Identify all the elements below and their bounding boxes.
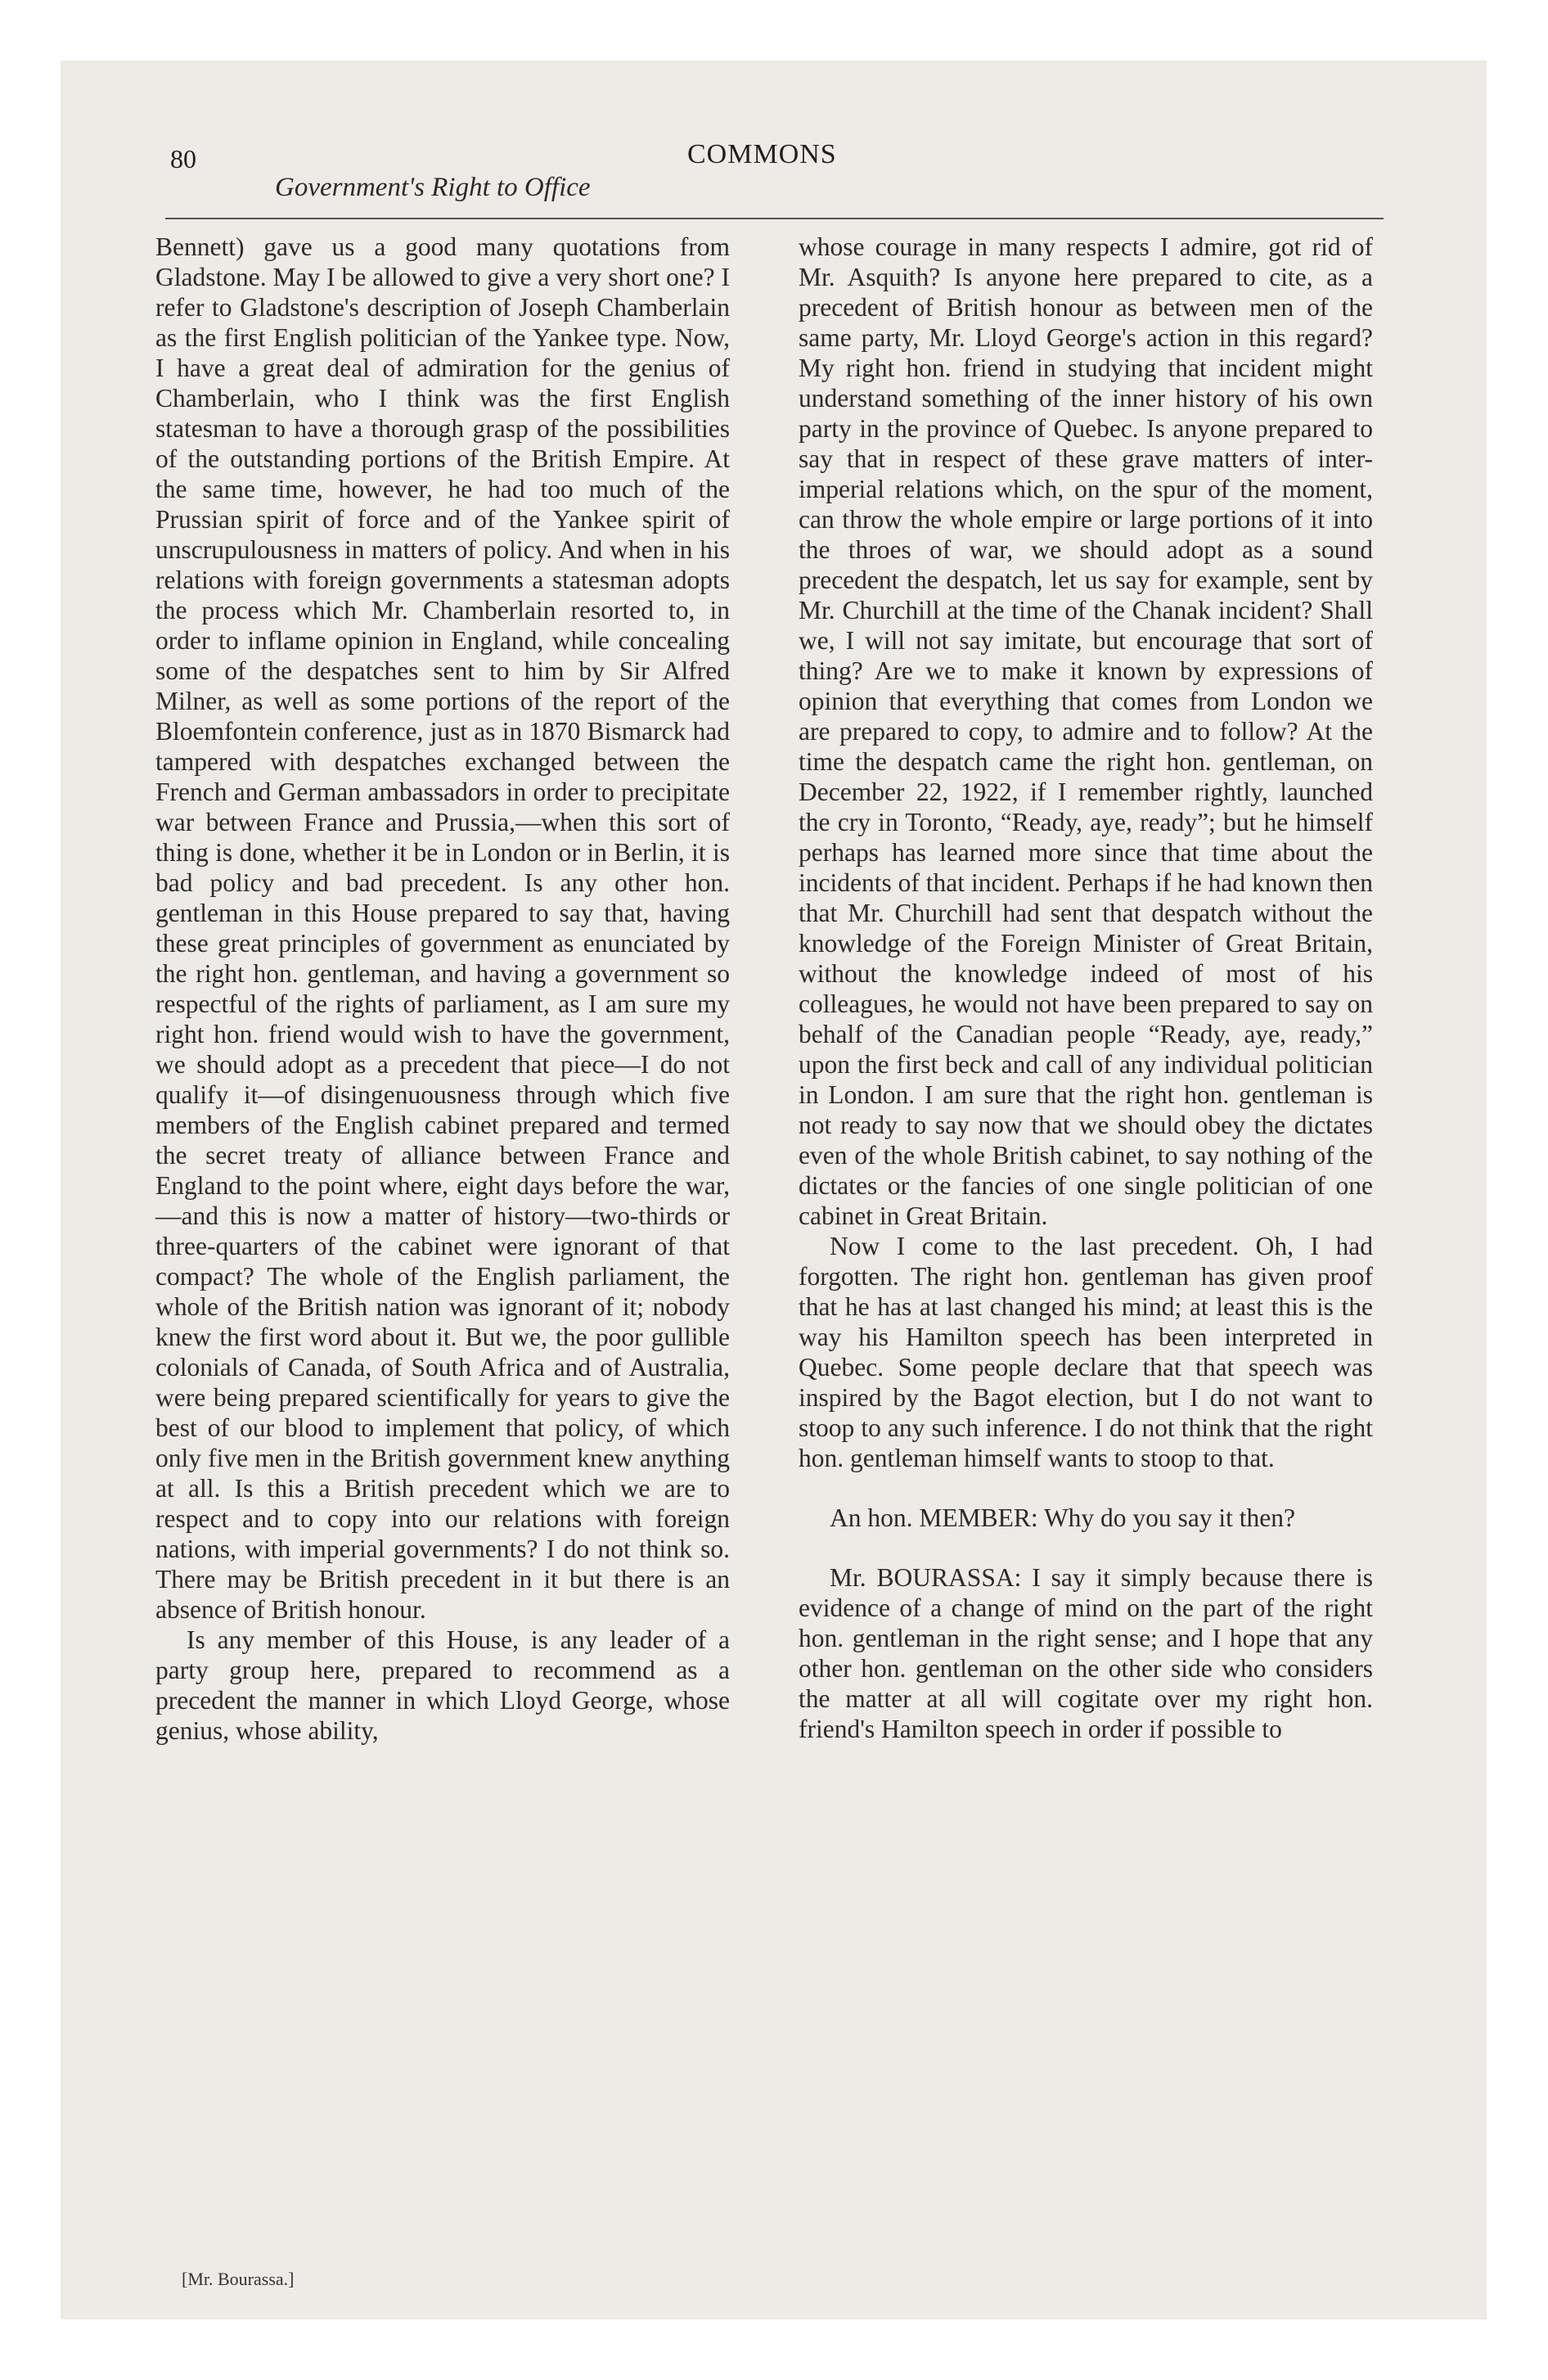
paragraph: Now I come to the last precedent. Oh, I had forgotten. The right hon. gentleman has given proof that he has at last changed his mind; at least this is the way his Hamilton speech has been interpreted in Quebec. Some people declare that that speech was inspired by the Bagot election, but I do not want to stoop to any such inference. I do not think that the right hon. gentleman himself wants to stoop to that. — [799, 1232, 1373, 1472]
running-head: COMMONS — [687, 139, 837, 169]
subject-heading: Government's Right to Office — [275, 173, 591, 202]
header-rule — [165, 218, 1384, 219]
speaker-tag: [Mr. Bourassa.] — [182, 2269, 295, 2289]
page-number: 80 — [170, 144, 196, 174]
paragraph: whose courage in many respects I admire, got rid of Mr. Asquith? Is anyone here prepared to cite, as a precedent of British honour as between men of the same party, Mr. Lloyd George's action in this regard? My right hon. friend in studying that incident might understand something of the inner history of his own party in the province of Quebec. Is anyone prepared to say that in respect of these grave matters of inter-imperial relations which, on the spur of the moment, can throw the whole empire or large portions of it into the throes of war, we should adopt as a sound precedent the despatch, let us say for example, sent by Mr. Churchill at the time of the Chanak incident? Shall we, I will not say imitate, but encourage that sort of thing? Are we to make it known by expressions of opinion that everything that comes from London we are prepared to copy, to admire and to follow? At the time the despatch came the right hon. gentleman, on December 22, 1922, if I remember rightly, launched the cry in Toronto, “Ready, aye, ready”; but he himself perhaps has learned more since that time about the incidents of that incident. Perhaps if he had known then that Mr. Churchill had sent that despatch without the knowledge of the Foreign Minister of Great Britain, without the knowledge indeed of most of his colleagues, he would not have been prepared to say on behalf of the Canadian people “Ready, aye, ready,” upon the first beck and call of any individual politician in London. I am sure that the right hon. gentleman is not ready to say now that we should obey the dictates even of the whole British cabinet, to say nothing of the dictates or the fancies of one single politician of one cabinet in Great Britain. — [799, 232, 1373, 1230]
right-column — [799, 232, 1373, 1744]
paragraph: Is any member of this House, is any leader of a party group here, prepared to recommend as a precedent the manner in which Lloyd George, whose genius, whose ability, — [155, 1625, 730, 1745]
left-column — [155, 232, 730, 1746]
paragraph: Mr. BOURASSA: I say it simply because there is evidence of a change of mind on the part of the right hon. gentleman in the right sense; and I hope that any other hon. gentleman on the other side who considers the matter at all will cogitate over my right hon. friend's Hamilton speech in order if possible to — [799, 1563, 1373, 1743]
paragraph: Bennett) gave us a good many quotations from Gladstone. May I be allowed to give a very short one? I refer to Gladstone's description of Joseph Chamberlain as the first English politician of the Yankee type. Now, I have a great deal of admiration for the genius of Chamberlain, who I think was the first English statesman to have a thorough grasp of the possibilities of the outstanding portions of the British Empire. At the same time, however, he had too much of the Prussian spirit of force and of the Yankee spirit of unscrupulousness in matters of policy. And when in his relations with foreign governments a statesman adopts the process which Mr. Chamberlain resorted to, in order to inflame opinion in England, while concealing some of the despatches sent to him by Sir Alfred Milner, as well as some portions of the report of the Bloemfontein conference, just as in 1870 Bismarck had tampered with despatches exchanged between the French and German ambassadors in order to precipitate war between France and Prussia,—when this sort of thing is done, whether it be in London or in Berlin, it is bad policy and bad precedent. Is any other hon. gentleman in this House prepared to say that, having these great principles of government as enunciated by the right hon. gentleman, and having a government so respectful of the rights of parliament, as I am sure my right hon. friend would wish to have the government, we should adopt as a precedent that piece—I do not qualify it—of disingenuousness through which five members of the English cabinet prepared and termed the secret treaty of alliance between France and England to the point where, eight days before the war,—and this is now a matter of history—two-thirds or three-quarters of the cabinet were ignorant of that compact? The whole of the English parliament, the whole of the British nation was ignorant of it; nobody knew the first word about it. But we, the poor gullible colonials of Canada, of South Africa and of Australia, were being prepared scientifically for years to give the best of our blood to implement that policy, of which only five men in the British government knew anything at all. Is this a British precedent which we are to respect and to copy into our relations with foreign nations, with imperial governments? I do not think so. There may be British precedent in it but there is an absence of British honour. — [155, 232, 730, 1624]
interjection: An hon. MEMBER: Why do you say it then? — [830, 1503, 1296, 1532]
